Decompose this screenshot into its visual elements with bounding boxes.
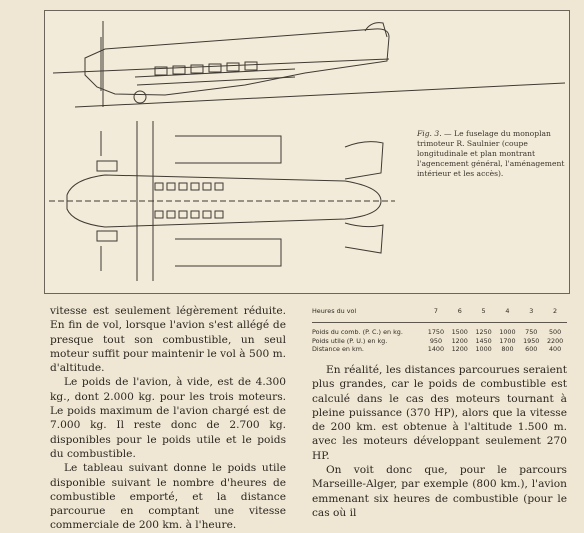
table-row: [312, 337, 567, 345]
figure-label: Fig. 3.: [417, 129, 442, 138]
table-cell: 1500: [451, 328, 468, 337]
table-cell: 500: [548, 328, 562, 337]
engine-left: [97, 161, 117, 171]
table-header-cell: 4: [505, 307, 510, 315]
table-cell: 1700: [499, 336, 516, 345]
table-header-cell: 7: [433, 307, 438, 315]
table-cell: 1950: [523, 336, 540, 345]
left-column: [50, 304, 286, 533]
table-cell: 1750: [427, 328, 445, 337]
tailplane-bottom: [345, 223, 383, 253]
table-cell: 1200: [451, 336, 468, 345]
table-cell: 2200: [546, 336, 564, 345]
figure: [44, 10, 570, 294]
table-header: [312, 304, 567, 323]
table-cell: 1200: [451, 344, 468, 353]
table-header-label: Heures du vol: [312, 307, 357, 315]
right-column: [312, 304, 567, 520]
flight-table: [312, 304, 567, 353]
table-header-cell: 6: [457, 307, 462, 315]
table-cell: 800: [501, 344, 514, 353]
table-row: [312, 328, 567, 336]
table-cell: 1000: [499, 328, 516, 337]
table-row: [312, 345, 567, 353]
figure-caption-text: — Le fuselage du monoplan trimoteur R. Saulnier (coupe longitudinale et plan montrant l'agencement général, l'aménagement intérieur et les accès).: [417, 129, 565, 178]
paragraph-2: Le poids de l'avion, à vide, est de 4.300 kg., dont 2.000 kg. pour les trois moteurs. Le poids maximum de l'avion chargé est de 7.000 kg. Il reste donc de 2.700 kg. disponibles pour le poids utile et le poids du combustible.: [50, 376, 286, 460]
table-cell: 600: [525, 344, 538, 353]
figure-caption: [417, 129, 567, 179]
table-cell: 400: [548, 344, 562, 353]
table-row-label: Poids utile (P. U.) en kg.: [312, 336, 388, 345]
table-header-cell: 5: [481, 307, 486, 315]
table-cell: 1000: [475, 344, 492, 353]
paragraph-5: On voit donc que, pour le parcours Marseille-Alger, par exemple (800 km.), l'avion emmenant six heures de combustible (pour le cas où il: [312, 463, 567, 519]
paragraph-1: vitesse est seulement légèrement réduite. En fin de vol, lorsque l'avion s'est allégé de presque tout son combustible, un seul moteur suffit pour maintenir le vol à 500 m. d'altitude.: [50, 305, 286, 375]
table-cell: 1400: [427, 344, 445, 353]
table-row-label: Poids du comb. (P. C.) en kg.: [312, 328, 403, 337]
engine-right: [97, 231, 117, 241]
table-cell: 750: [525, 328, 538, 337]
table-cell: 1450: [475, 336, 492, 345]
table-row-label: Distance en km.: [312, 344, 364, 353]
tailplane-top: [345, 142, 383, 179]
paragraph-3: Le tableau suivant donne le poids utile disponible suivant le nombre d'heures de combustible emporté, et la distance parcourue en comptant une vitesse commerciale de 200 km. à l'heure.: [50, 462, 286, 532]
landing-wheel: [134, 91, 146, 103]
table-header-cell: 2: [553, 307, 558, 315]
table-header-cell: 3: [529, 307, 534, 315]
table-cell: 950: [429, 336, 443, 345]
table-cell: 1250: [475, 328, 492, 337]
paragraph-4: En réalité, les distances parcourues seraient plus grandes, car le poids de combustible est calculé dans le cas des moteurs tournant à pleine puissance (370 HP), alors que la vitesse de 200 km. est obtenue à l'altitude 1.500 m. avec les moteurs développant seulement 270 HP.: [312, 363, 567, 462]
fuselage-side-outline: [85, 29, 389, 95]
